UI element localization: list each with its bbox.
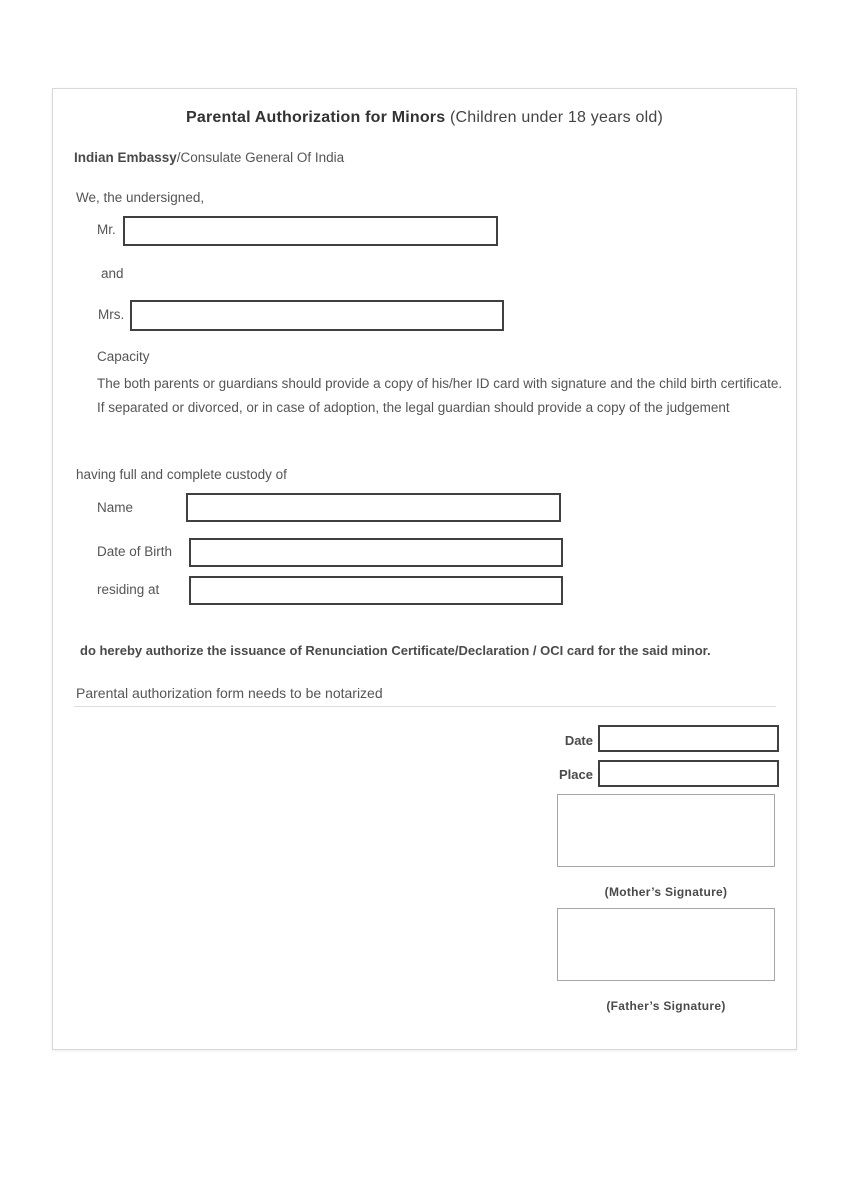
- dob-label: Date of Birth: [97, 544, 173, 559]
- mother-signature-label: (Mother’s Signature): [604, 885, 728, 899]
- place-label: Place: [559, 767, 593, 782]
- intro-text: We, the undersigned,: [76, 190, 205, 205]
- notarize-text: Parental authorization form needs to be notarized: [76, 685, 383, 701]
- name-label: Name: [97, 500, 134, 515]
- capacity-note: The both parents or guardians should provide a copy of his/her ID card with signature and the child birth certificate. If separated or divorced, or in case of adoption, the legal guardian should provide a copy of the judgement: [97, 376, 783, 416]
- date-input[interactable]: [598, 725, 779, 752]
- capacity-label: Capacity: [97, 349, 150, 364]
- and-text: and: [101, 266, 124, 281]
- issuer-line: [74, 150, 344, 165]
- form-title: [53, 109, 796, 127]
- form-title-main: Parental Authorization for Minors: [185, 109, 446, 126]
- issuer-bold: Indian Embassy: [74, 150, 177, 165]
- minor-dob-input[interactable]: [189, 538, 563, 567]
- mother-signature-box[interactable]: [557, 794, 775, 867]
- residing-label: residing at: [97, 582, 160, 597]
- minor-name-input[interactable]: [186, 493, 561, 522]
- mother-name-input[interactable]: [130, 300, 504, 331]
- father-signature-box[interactable]: [557, 908, 775, 981]
- father-name-input[interactable]: [123, 216, 498, 246]
- mr-label: Mr.: [97, 222, 116, 237]
- form-card: [52, 88, 797, 1050]
- father-signature-label: (Father’s Signature): [606, 999, 726, 1013]
- place-input[interactable]: [598, 760, 779, 787]
- authorization-text: do hereby authorize the issuance of Renunciation Certificate/Declaration / OCI card for the said minor.: [80, 643, 711, 658]
- minor-residence-input[interactable]: [189, 576, 563, 605]
- issuer-rest: /Consulate General Of India: [176, 150, 345, 165]
- custody-text: having full and complete custody of: [76, 467, 287, 482]
- section-divider: [74, 706, 776, 707]
- mrs-label: Mrs.: [98, 307, 125, 322]
- date-label: Date: [564, 733, 593, 748]
- form-title-subtitle: (Children under 18 years old): [445, 109, 664, 126]
